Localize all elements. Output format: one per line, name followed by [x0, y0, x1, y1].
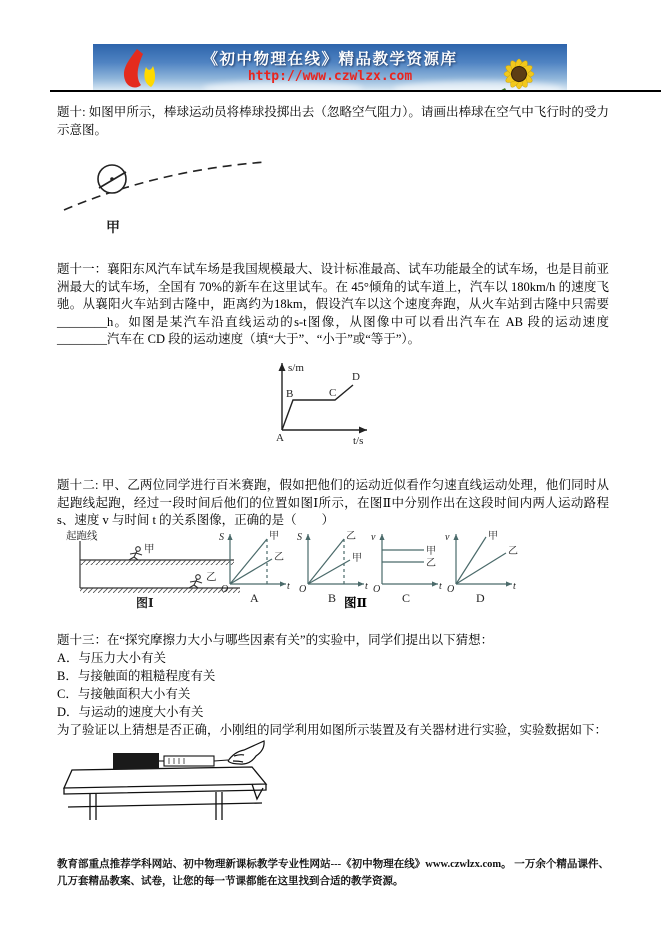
option-letter: B: [328, 591, 337, 605]
option-c-graph: [366, 526, 446, 606]
figure-baseball-trajectory: [58, 146, 278, 242]
track-top-ground: [80, 560, 234, 565]
y-axis-label: S: [297, 532, 302, 543]
origin-label: O: [221, 584, 229, 595]
site-banner: [93, 44, 567, 90]
header-divider: [50, 90, 661, 92]
table-bracket: [252, 784, 263, 799]
table-top: [64, 767, 266, 788]
y-axis-label: s/m: [288, 362, 304, 374]
question-12-text: 题十二: 甲、乙两位同学进行百米赛跑，假如把他们的运动近似看作匀速直线运动处理，他们同时从起跑线起跑，经过一段时间后他们的位置如图Ⅰ所示，在图Ⅱ中分别作出在这段时间内两人运动路程 s、速度 v 与时间 t 的关系图像，正确的是（ ）: [57, 478, 609, 528]
question-10-text: 题十: 如图甲所示，棒球运动员将棒球投掷出去（忽略空气阻力）。请画出棒球在空气中飞行时的受力示意图。: [57, 105, 609, 137]
option-letter: A: [250, 591, 259, 605]
steep-line-label: 甲: [488, 531, 498, 542]
x-axis-label: t: [439, 581, 442, 592]
trajectory-dashed-curve: [64, 162, 266, 210]
shallow-line-label: 乙: [274, 552, 284, 563]
x-axis-label: t: [365, 581, 368, 592]
figure-st-graph: [250, 355, 430, 465]
question-13-option-d: D．与运动的速度大小有关: [57, 705, 204, 719]
y-axis-label: v: [371, 532, 376, 543]
footer-text: 教育部重点推荐学科网站、初中物理新课标教学专业性网站---《初中物理在线》www.czwlzx.com。 一万余个精品课件、几万套精品教案、试卷，让您的每一节课都能在这里找到合适的教学资源。: [57, 859, 609, 887]
origin-label: O: [447, 584, 455, 595]
origin-label: O: [373, 584, 381, 595]
spring-scale: [164, 756, 214, 766]
figure-friction-experiment: [56, 736, 281, 822]
site-title: 《初中物理在线》精品教学资源库: [202, 50, 458, 68]
x-axis-label: t: [287, 581, 290, 592]
question-13-option-a: A．与压力大小有关: [57, 651, 167, 665]
point-a-label: A: [276, 432, 284, 444]
wood-block: [113, 753, 159, 769]
option-letter: D: [476, 591, 485, 605]
start-line-label: 起跑线: [66, 531, 98, 542]
runner-yi-label: 乙: [206, 572, 217, 583]
origin-label: O: [299, 584, 307, 595]
point-b-label: B: [286, 388, 294, 400]
figure-caption: 甲: [106, 221, 120, 236]
x-axis-label: t: [513, 581, 516, 592]
steep-line-label: 甲: [269, 531, 279, 542]
question-13-option-b: B．与接触面的粗糙程度有关: [57, 669, 216, 683]
baseball-center-dot: [110, 177, 114, 181]
y-axis-label: S: [219, 532, 224, 543]
question-13-outro: 为了验证以上猜想是否正确，小刚组的同学利用如图所示装置及有关器材进行实验，实验数据如下：: [57, 723, 608, 737]
y-axis-label: v: [445, 532, 450, 543]
table-stretcher: [68, 803, 262, 807]
steep-line-label: 乙: [346, 531, 356, 542]
option-a-graph: [214, 526, 294, 606]
question-13-option-c: C．与接触面积大小有关: [57, 687, 191, 701]
figure-1-caption: 图Ⅰ: [136, 596, 154, 610]
runner-jia-label: 甲: [144, 544, 155, 555]
option-letter: C: [402, 591, 411, 605]
x-axis-label: t/s: [353, 435, 364, 447]
table-leg-right: [216, 792, 222, 820]
point-d-label: D: [352, 371, 360, 383]
pulling-hand: [228, 741, 264, 764]
question-11-text: 题十一：襄阳东风汽车试车场是我国规模最大、设计标准最高、试车功能最全的试车场，也是目前亚洲最大的试车场，全国有 70%的新车在这里试车。在 45°倾角的试车道上，汽车以 180km/h 的速度飞驰。从襄阳火车站到古隆中，距离约为18km，假设汽车以这个速度奔跑，从火车站到古隆中只需要________h。如图是某汽车沿直线运动的s-t图像，从图像中可以看出汽车在 AB 段的运动速度________汽车在 CD 段的运动速度（填“大于”、“小于”或“等于”）。: [57, 262, 609, 347]
lower-line-label: 乙: [426, 558, 436, 569]
x-axis-arrow: [359, 427, 367, 434]
option-d-graph: [440, 526, 520, 606]
site-url: http://www.czwlzx.com: [247, 69, 413, 84]
sunflower-icon: [489, 50, 553, 90]
shallow-line-label: 甲: [352, 553, 362, 564]
point-c-label: C: [329, 387, 337, 399]
y-axis-arrow: [279, 363, 286, 371]
runner-yi-figure: [189, 575, 202, 588]
figure-2-caption: 图Ⅱ: [344, 596, 368, 610]
runner-jia-figure: [129, 547, 142, 560]
question-13-intro: 题十三：在“探究摩擦力大小与哪些因素有关”的实验中，同学们提出以下猜想：: [57, 633, 494, 647]
upper-line-label: 甲: [426, 546, 436, 557]
shallow-line-label: 乙: [508, 546, 518, 557]
